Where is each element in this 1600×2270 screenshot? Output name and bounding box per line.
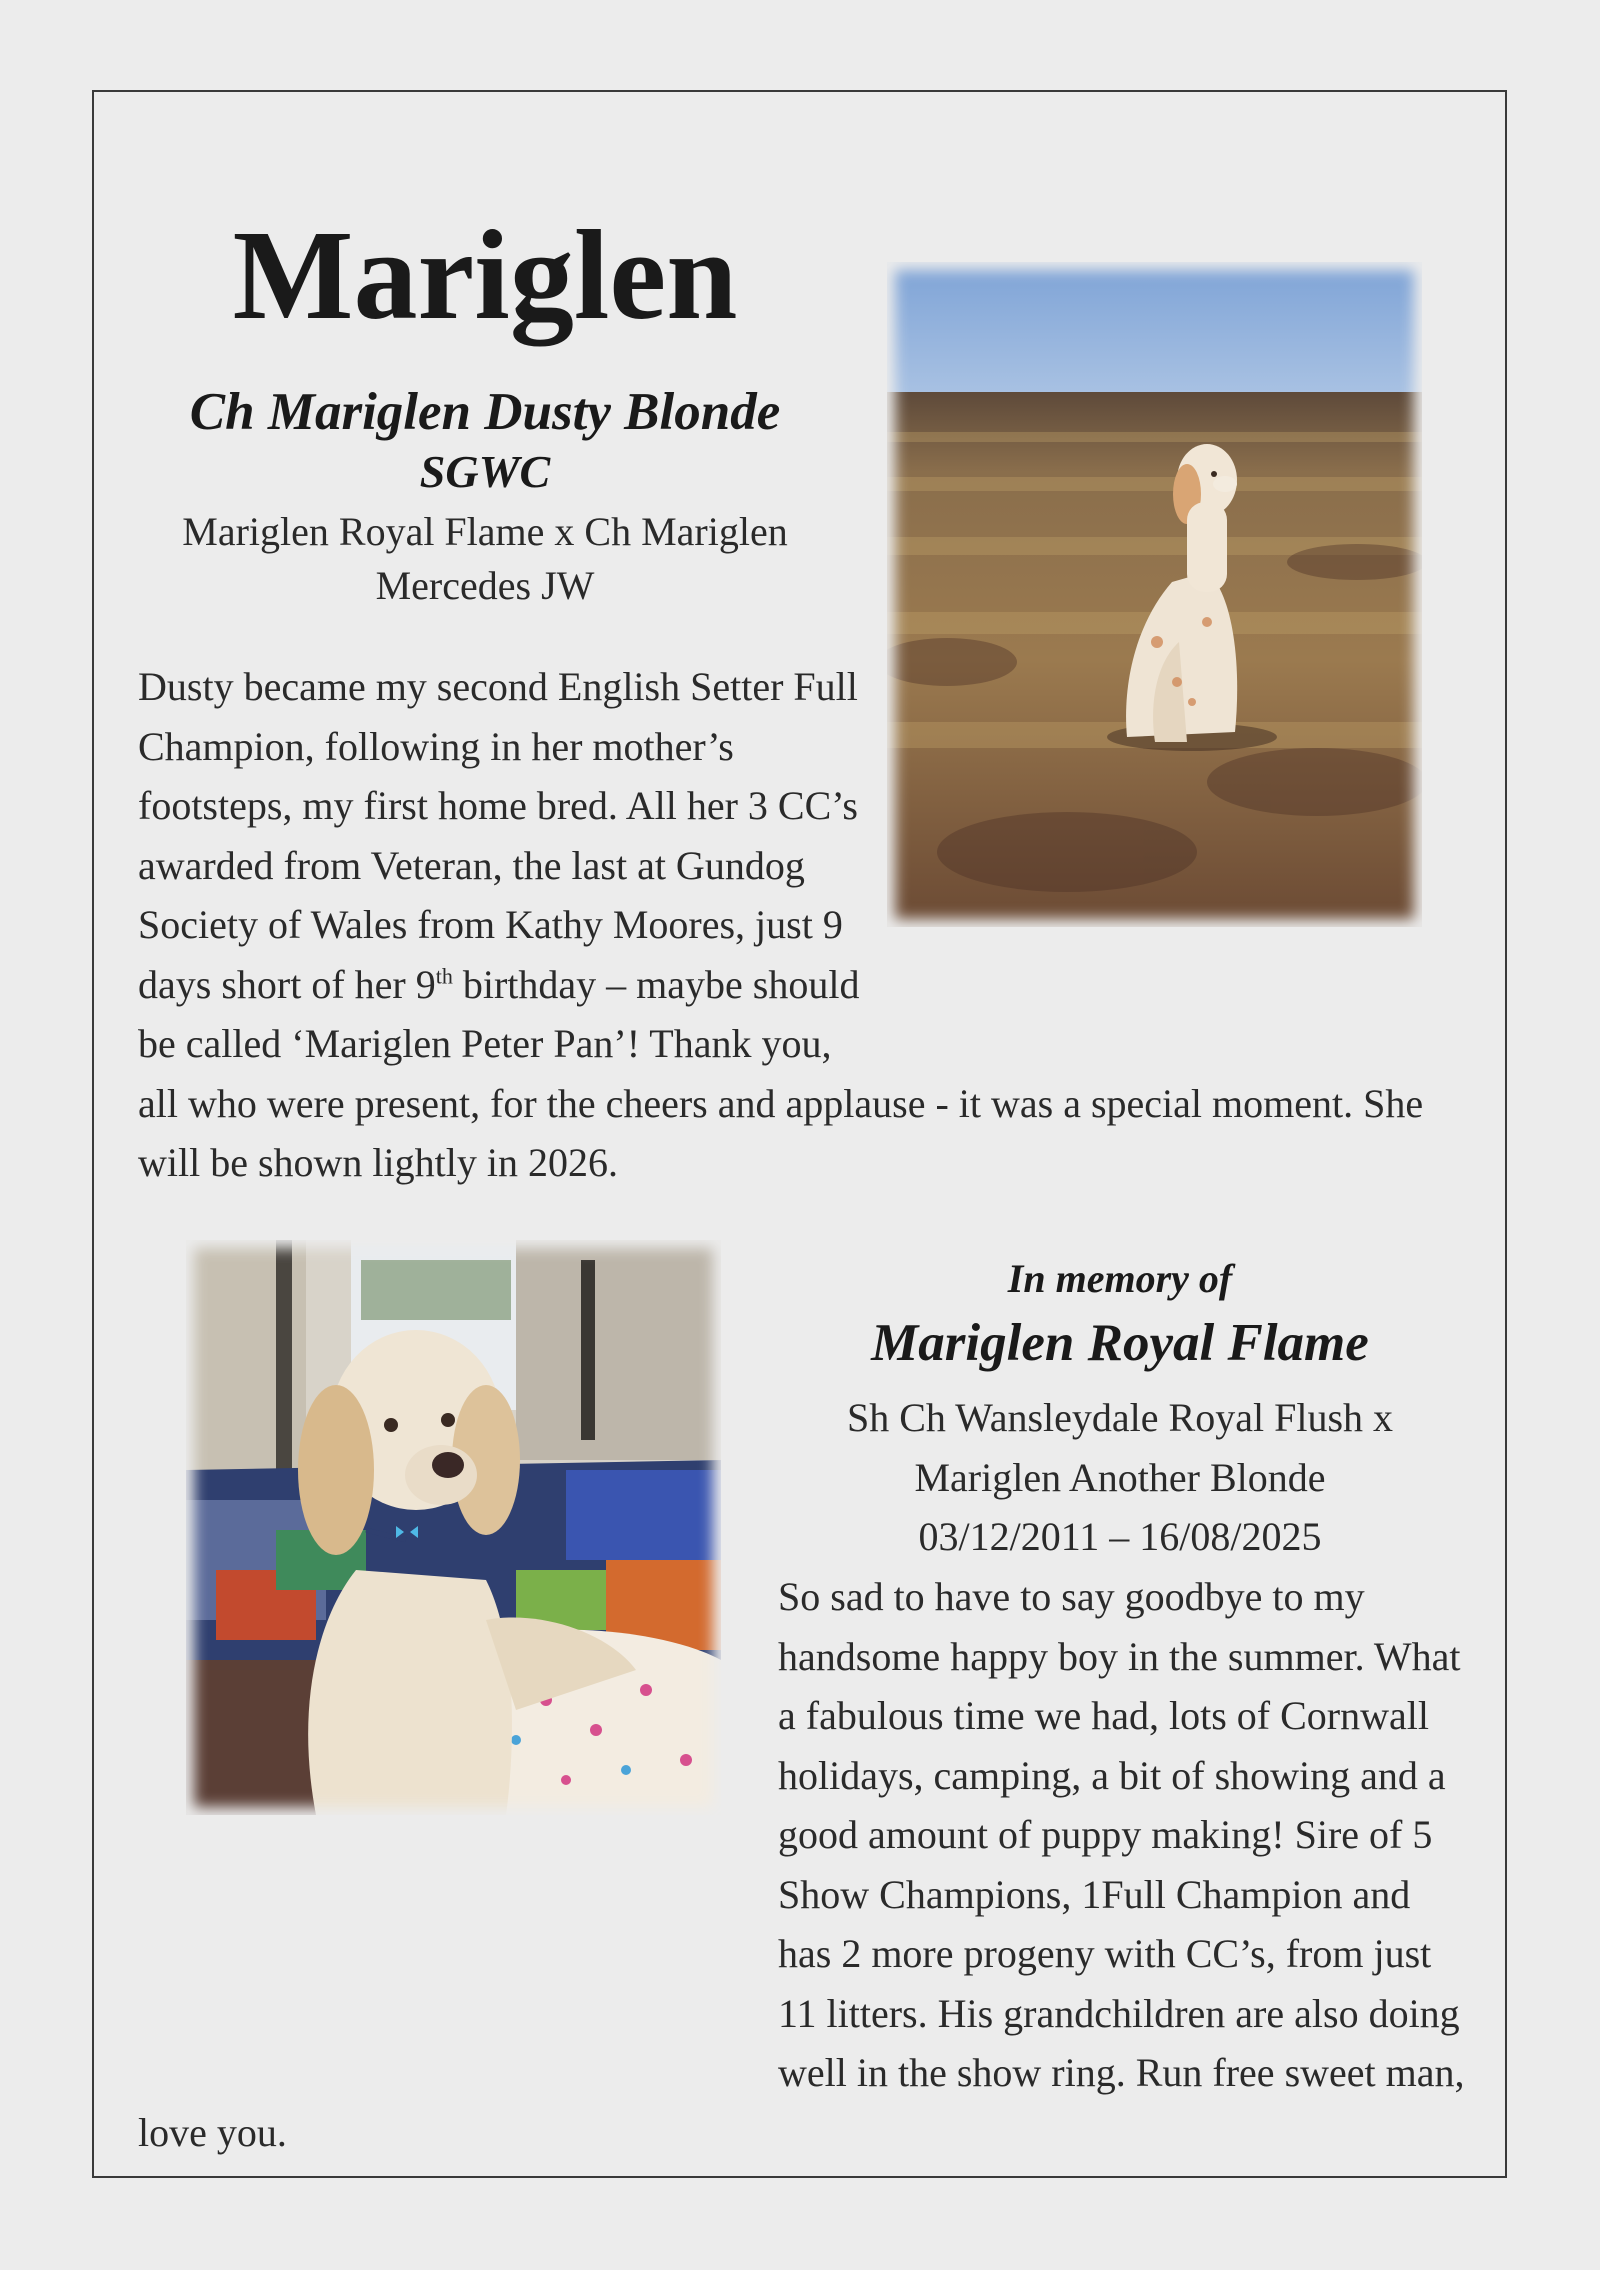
dog2-pedigree-line2: Mariglen Another Blonde (914, 1454, 1326, 1500)
dog1-description-sup: th (435, 963, 453, 989)
dog1-name: Ch Mariglen Dusty Blonde (189, 383, 781, 441)
dog1-title-suffix: SGWC (419, 446, 551, 497)
page-title: Mariglen (232, 204, 738, 346)
dog1-description-part1: Dusty became my second English Setter Full Champion, following in her mother’s footsteps, my first home bred. All her 3 CC’s awarded from Veteran, the last at Gundog Society of Wales from Kathy Moores, just 9 days short of her 9 (138, 664, 858, 1007)
dog2-name: Mariglen Royal Flame (871, 1314, 1369, 1372)
in-memory-label: In memory of (1007, 1256, 1233, 1301)
dog1-description-part2: birthday – maybe should be called ‘Mariglen Peter Pan’! Thank you, all who were present, for the cheers and applause - it was a special moment. She will be shown lightly in 2026. (138, 961, 1424, 1185)
dog2-pedigree-line1: Sh Ch Wansleydale Royal Flush x (846, 1395, 1394, 1440)
dog1-pedigree (130, 505, 840, 613)
dog2-description-text: So sad to have to say goodbye to my handsome happy boy in the summer. What a fabulous time we had, lots of Cornwall holidays, camping, a bit of showing and a good amount of puppy making! Sire of 5 Show Champions, 1Full Champion and has 2 more progeny with CC’s, from just 11 litters. His grandchildren are also doing well in the show ring. Run free sweet man, love you. (138, 1574, 1465, 2155)
moorland-dog-image (887, 262, 1422, 927)
dog2-pedigree (770, 1388, 1470, 1507)
dog1-pedigree-line2: Mercedes JW (375, 563, 595, 608)
english-setter-moor-photo (887, 262, 1422, 927)
dog2-dates: 03/12/2011 – 16/08/2025 (918, 1514, 1322, 1559)
dog2-description (138, 1567, 1468, 2162)
dog1-pedigree-line1: Mariglen Royal Flame x Ch Mariglen (182, 509, 788, 554)
